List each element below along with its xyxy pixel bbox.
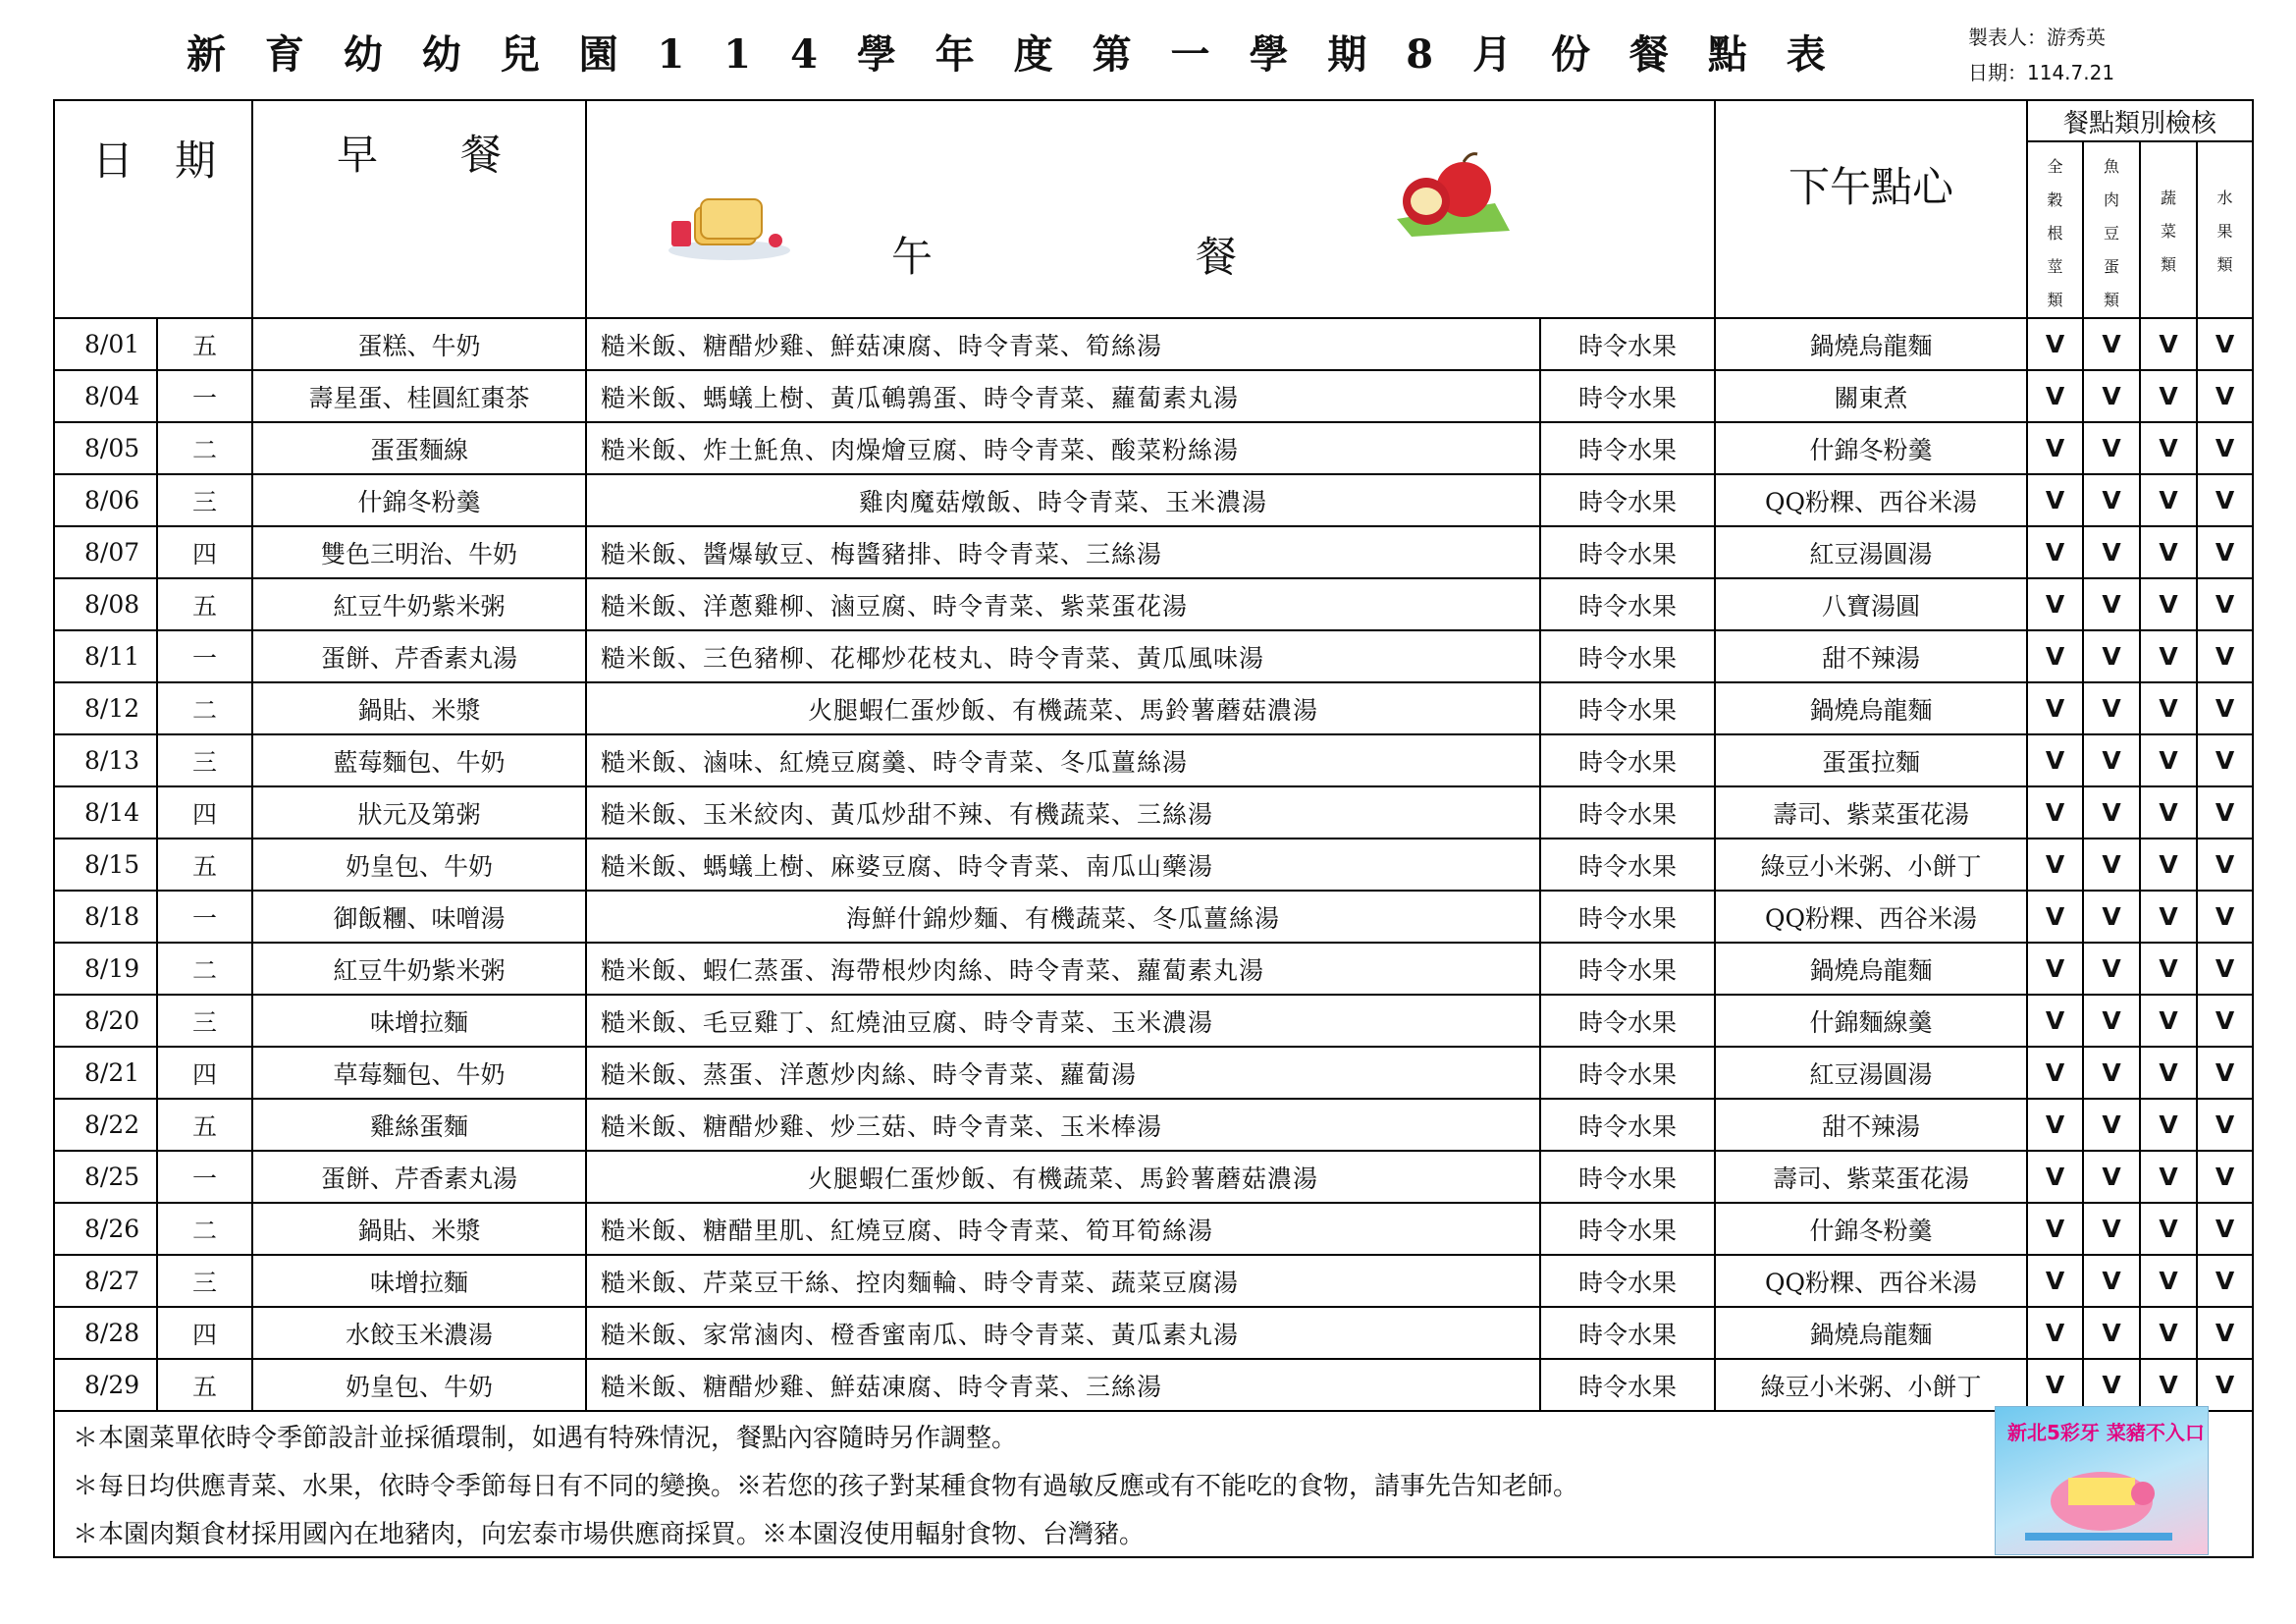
check-vegetables: V bbox=[2140, 422, 2197, 474]
check-protein: V bbox=[2083, 1203, 2140, 1255]
row-snack: 壽司、紫菜蛋花湯 bbox=[1715, 786, 2027, 839]
row-breakfast: 狀元及第粥 bbox=[252, 786, 586, 839]
page-title: 新 育 幼 幼 兒 園 1 1 4 學 年 度 第 一 學 期 8 月 份 餐 點 表 bbox=[187, 31, 1828, 78]
check-vegetables: V bbox=[2140, 995, 2197, 1047]
row-lunch: 糙米飯、芹菜豆干絲、控肉麵輪、時令青菜、蔬菜豆腐湯 bbox=[586, 1255, 1540, 1307]
row-date: 8/22 bbox=[54, 1099, 157, 1151]
row-date: 8/27 bbox=[54, 1255, 157, 1307]
check-grains: V bbox=[2027, 1099, 2083, 1151]
check-vegetables: V bbox=[2140, 734, 2197, 786]
header-lunch-left: 午 bbox=[891, 233, 934, 281]
check-fruits: V bbox=[2197, 682, 2253, 734]
check-grains: V bbox=[2027, 1359, 2083, 1411]
row-lunch: 糙米飯、毛豆雞丁、紅燒油豆腐、時令青菜、玉米濃湯 bbox=[586, 995, 1540, 1047]
check-fruits: V bbox=[2197, 526, 2253, 578]
check-vegetables: V bbox=[2140, 1307, 2197, 1359]
row-lunch: 糙米飯、糖醋炒雞、炒三菇、時令青菜、玉米棒湯 bbox=[586, 1099, 1540, 1151]
row-date: 8/04 bbox=[54, 370, 157, 422]
menu-row bbox=[54, 734, 2253, 786]
row-lunch: 糙米飯、洋蔥雞柳、滷豆腐、時令青菜、紫菜蛋花湯 bbox=[586, 578, 1540, 630]
check-vegetables: V bbox=[2140, 943, 2197, 995]
check-protein: V bbox=[2083, 630, 2140, 682]
row-weekday: 二 bbox=[157, 682, 252, 734]
badge-text: 新北5彩牙 菜豬不入口 bbox=[2007, 1421, 2205, 1444]
check-grains: V bbox=[2027, 734, 2083, 786]
check-protein: V bbox=[2083, 891, 2140, 943]
row-date: 8/05 bbox=[54, 422, 157, 474]
row-weekday: 五 bbox=[157, 1359, 252, 1411]
row-fruit: 時令水果 bbox=[1540, 1047, 1715, 1099]
check-fruits: V bbox=[2197, 630, 2253, 682]
check-fruits: V bbox=[2197, 995, 2253, 1047]
row-weekday: 三 bbox=[157, 474, 252, 526]
check-grains: V bbox=[2027, 891, 2083, 943]
check-grains: V bbox=[2027, 318, 2083, 370]
check-protein: V bbox=[2083, 995, 2140, 1047]
row-fruit: 時令水果 bbox=[1540, 891, 1715, 943]
row-date: 8/28 bbox=[54, 1307, 157, 1359]
row-lunch: 糙米飯、螞蟻上樹、麻婆豆腐、時令青菜、南瓜山藥湯 bbox=[586, 839, 1540, 891]
menu-row bbox=[54, 786, 2253, 839]
check-vegetables: V bbox=[2140, 318, 2197, 370]
check-protein: V bbox=[2083, 839, 2140, 891]
row-fruit: 時令水果 bbox=[1540, 526, 1715, 578]
row-snack: QQ粉粿、西谷米湯 bbox=[1715, 1255, 2027, 1307]
row-date: 8/14 bbox=[54, 786, 157, 839]
check-grains: V bbox=[2027, 786, 2083, 839]
check-vegetables: V bbox=[2140, 474, 2197, 526]
check-protein: V bbox=[2083, 1255, 2140, 1307]
row-date: 8/13 bbox=[54, 734, 157, 786]
check-fruits: V bbox=[2197, 891, 2253, 943]
row-fruit: 時令水果 bbox=[1540, 1099, 1715, 1151]
row-breakfast: 什錦冬粉羹 bbox=[252, 474, 586, 526]
row-snack: 壽司、紫菜蛋花湯 bbox=[1715, 1151, 2027, 1203]
row-date: 8/19 bbox=[54, 943, 157, 995]
row-fruit: 時令水果 bbox=[1540, 1255, 1715, 1307]
row-lunch: 雞肉魔菇燉飯、時令青菜、玉米濃湯 bbox=[586, 474, 1540, 526]
check-protein: V bbox=[2083, 1359, 2140, 1411]
check-vegetables: V bbox=[2140, 1151, 2197, 1203]
row-snack: 紅豆湯圓湯 bbox=[1715, 526, 2027, 578]
check-vegetables: V bbox=[2140, 1047, 2197, 1099]
check-vegetables: V bbox=[2140, 630, 2197, 682]
row-weekday: 五 bbox=[157, 839, 252, 891]
row-snack: 鍋燒烏龍麵 bbox=[1715, 682, 2027, 734]
header-snack: 下午點心 bbox=[1715, 100, 2027, 318]
header-grains: 全 穀 根 莖 類 bbox=[2027, 141, 2083, 318]
check-grains: V bbox=[2027, 370, 2083, 422]
check-vegetables: V bbox=[2140, 891, 2197, 943]
check-protein: V bbox=[2083, 422, 2140, 474]
menu-row bbox=[54, 630, 2253, 682]
header-vegetables: 蔬 菜 類 bbox=[2140, 141, 2197, 318]
row-snack: 什錦麵線羹 bbox=[1715, 995, 2027, 1047]
row-fruit: 時令水果 bbox=[1540, 1151, 1715, 1203]
row-weekday: 四 bbox=[157, 1047, 252, 1099]
row-lunch: 糙米飯、糖醋炒雞、鮮菇凍腐、時令青菜、三絲湯 bbox=[586, 1359, 1540, 1411]
row-weekday: 五 bbox=[157, 318, 252, 370]
check-fruits: V bbox=[2197, 1255, 2253, 1307]
row-date: 8/08 bbox=[54, 578, 157, 630]
check-protein: V bbox=[2083, 943, 2140, 995]
row-snack: 什錦冬粉羹 bbox=[1715, 422, 2027, 474]
row-date: 8/29 bbox=[54, 1359, 157, 1411]
row-weekday: 五 bbox=[157, 1099, 252, 1151]
row-breakfast: 蛋蛋麵線 bbox=[252, 422, 586, 474]
row-snack: 八寶湯圓 bbox=[1715, 578, 2027, 630]
row-weekday: 三 bbox=[157, 995, 252, 1047]
check-fruits: V bbox=[2197, 578, 2253, 630]
row-weekday: 四 bbox=[157, 526, 252, 578]
row-snack: 鍋燒烏龍麵 bbox=[1715, 318, 2027, 370]
check-grains: V bbox=[2027, 526, 2083, 578]
menu-row bbox=[54, 1099, 2253, 1151]
check-fruits: V bbox=[2197, 1359, 2253, 1411]
row-snack: 紅豆湯圓湯 bbox=[1715, 1047, 2027, 1099]
row-fruit: 時令水果 bbox=[1540, 1359, 1715, 1411]
pig-icon bbox=[1996, 1407, 2208, 1554]
header-fruits: 水 果 類 bbox=[2197, 141, 2253, 318]
row-date: 8/18 bbox=[54, 891, 157, 943]
row-breakfast: 壽星蛋、桂圓紅棗茶 bbox=[252, 370, 586, 422]
check-grains: V bbox=[2027, 474, 2083, 526]
maker-label: 製表人：游秀英 bbox=[1968, 26, 2106, 49]
row-weekday: 二 bbox=[157, 943, 252, 995]
menu-row bbox=[54, 1255, 2253, 1307]
check-vegetables: V bbox=[2140, 1359, 2197, 1411]
row-breakfast: 味增拉麵 bbox=[252, 995, 586, 1047]
row-snack: 蛋蛋拉麵 bbox=[1715, 734, 2027, 786]
check-grains: V bbox=[2027, 1255, 2083, 1307]
menu-row bbox=[54, 1203, 2253, 1255]
row-lunch: 糙米飯、糖醋里肌、紅燒豆腐、時令青菜、筍耳筍絲湯 bbox=[586, 1203, 1540, 1255]
row-date: 8/01 bbox=[54, 318, 157, 370]
check-protein: V bbox=[2083, 786, 2140, 839]
check-vegetables: V bbox=[2140, 839, 2197, 891]
row-breakfast: 蛋糕、牛奶 bbox=[252, 318, 586, 370]
row-weekday: 四 bbox=[157, 1307, 252, 1359]
check-vegetables: V bbox=[2140, 682, 2197, 734]
menu-row bbox=[54, 682, 2253, 734]
check-fruits: V bbox=[2197, 943, 2253, 995]
check-protein: V bbox=[2083, 1307, 2140, 1359]
header-protein: 魚 肉 豆 蛋 類 bbox=[2083, 141, 2140, 318]
row-lunch: 糙米飯、螞蟻上樹、黃瓜鵪鶉蛋、時令青菜、蘿蔔素丸湯 bbox=[586, 370, 1540, 422]
header-lunch-right: 餐 bbox=[1196, 233, 1238, 281]
row-breakfast: 雙色三明治、牛奶 bbox=[252, 526, 586, 578]
menu-row bbox=[54, 1307, 2253, 1359]
row-breakfast: 蛋餅、芹香素丸湯 bbox=[252, 630, 586, 682]
menu-row bbox=[54, 943, 2253, 995]
menu-row bbox=[54, 1047, 2253, 1099]
check-fruits: V bbox=[2197, 1099, 2253, 1151]
menu-row bbox=[54, 891, 2253, 943]
check-grains: V bbox=[2027, 630, 2083, 682]
menu-row bbox=[54, 995, 2253, 1047]
row-weekday: 一 bbox=[157, 1151, 252, 1203]
row-breakfast: 紅豆牛奶紫米粥 bbox=[252, 578, 586, 630]
row-breakfast: 藍莓麵包、牛奶 bbox=[252, 734, 586, 786]
row-lunch: 海鮮什錦炒麵、有機蔬菜、冬瓜薑絲湯 bbox=[586, 891, 1540, 943]
note-2: ＊每日均供應青菜、水果，依時令季節每日有不同的變換。※若您的孩子對某種食物有過敏反應或有不能吃的食物，請事先告知老師。 bbox=[54, 1460, 2253, 1508]
check-vegetables: V bbox=[2140, 1255, 2197, 1307]
row-breakfast: 味增拉麵 bbox=[252, 1255, 586, 1307]
row-date: 8/06 bbox=[54, 474, 157, 526]
row-weekday: 一 bbox=[157, 630, 252, 682]
row-date: 8/11 bbox=[54, 630, 157, 682]
menu-row bbox=[54, 578, 2253, 630]
row-fruit: 時令水果 bbox=[1540, 839, 1715, 891]
row-lunch: 糙米飯、滷味、紅燒豆腐羹、時令青菜、冬瓜薑絲湯 bbox=[586, 734, 1540, 786]
menu-row bbox=[54, 1151, 2253, 1203]
check-grains: V bbox=[2027, 839, 2083, 891]
check-protein: V bbox=[2083, 1099, 2140, 1151]
check-grains: V bbox=[2027, 995, 2083, 1047]
check-grains: V bbox=[2027, 1203, 2083, 1255]
bread-icon bbox=[666, 186, 793, 264]
row-fruit: 時令水果 bbox=[1540, 1203, 1715, 1255]
row-snack: 甜不辣湯 bbox=[1715, 1099, 2027, 1151]
menu-row bbox=[54, 839, 2253, 891]
row-breakfast: 草莓麵包、牛奶 bbox=[252, 1047, 586, 1099]
row-date: 8/12 bbox=[54, 682, 157, 734]
row-breakfast: 水餃玉米濃湯 bbox=[252, 1307, 586, 1359]
row-fruit: 時令水果 bbox=[1540, 1307, 1715, 1359]
row-weekday: 五 bbox=[157, 578, 252, 630]
row-date: 8/15 bbox=[54, 839, 157, 891]
row-snack: 甜不辣湯 bbox=[1715, 630, 2027, 682]
row-lunch: 糙米飯、炸土魠魚、肉燥燴豆腐、時令青菜、酸菜粉絲湯 bbox=[586, 422, 1540, 474]
row-snack: 鍋燒烏龍麵 bbox=[1715, 1307, 2027, 1359]
row-snack: QQ粉粿、西谷米湯 bbox=[1715, 474, 2027, 526]
row-fruit: 時令水果 bbox=[1540, 682, 1715, 734]
note-1: ＊本園菜單依時令季節設計並採循環制，如遇有特殊情況，餐點內容隨時另作調整。 bbox=[54, 1411, 2253, 1460]
check-vegetables: V bbox=[2140, 786, 2197, 839]
row-fruit: 時令水果 bbox=[1540, 422, 1715, 474]
row-snack: 什錦冬粉羹 bbox=[1715, 1203, 2027, 1255]
row-fruit: 時令水果 bbox=[1540, 995, 1715, 1047]
check-vegetables: V bbox=[2140, 578, 2197, 630]
check-fruits: V bbox=[2197, 1203, 2253, 1255]
row-fruit: 時令水果 bbox=[1540, 370, 1715, 422]
row-breakfast: 雞絲蛋麵 bbox=[252, 1099, 586, 1151]
row-lunch: 糙米飯、蝦仁蒸蛋、海帶根炒肉絲、時令青菜、蘿蔔素丸湯 bbox=[586, 943, 1540, 995]
row-lunch: 火腿蝦仁蛋炒飯、有機蔬菜、馬鈴薯蘑菇濃湯 bbox=[586, 1151, 1540, 1203]
row-snack: 綠豆小米粥、小餅丁 bbox=[1715, 839, 2027, 891]
row-lunch: 糙米飯、三色豬柳、花椰炒花枝丸、時令青菜、黃瓜風味湯 bbox=[586, 630, 1540, 682]
check-protein: V bbox=[2083, 526, 2140, 578]
check-protein: V bbox=[2083, 734, 2140, 786]
row-fruit: 時令水果 bbox=[1540, 578, 1715, 630]
menu-row bbox=[54, 422, 2253, 474]
row-weekday: 二 bbox=[157, 1203, 252, 1255]
row-weekday: 四 bbox=[157, 786, 252, 839]
check-protein: V bbox=[2083, 578, 2140, 630]
row-fruit: 時令水果 bbox=[1540, 943, 1715, 995]
row-breakfast: 御飯糰、味噌湯 bbox=[252, 891, 586, 943]
check-fruits: V bbox=[2197, 1307, 2253, 1359]
row-snack: 鍋燒烏龍麵 bbox=[1715, 943, 2027, 995]
row-lunch: 火腿蝦仁蛋炒飯、有機蔬菜、馬鈴薯蘑菇濃湯 bbox=[586, 682, 1540, 734]
check-fruits: V bbox=[2197, 318, 2253, 370]
row-snack: 關東煮 bbox=[1715, 370, 2027, 422]
row-date: 8/25 bbox=[54, 1151, 157, 1203]
menu-row bbox=[54, 526, 2253, 578]
row-fruit: 時令水果 bbox=[1540, 786, 1715, 839]
menu-row bbox=[54, 1359, 2253, 1411]
check-fruits: V bbox=[2197, 370, 2253, 422]
check-vegetables: V bbox=[2140, 370, 2197, 422]
check-fruits: V bbox=[2197, 786, 2253, 839]
row-lunch: 糙米飯、醬爆敏豆、梅醬豬排、時令青菜、三絲湯 bbox=[586, 526, 1540, 578]
row-date: 8/07 bbox=[54, 526, 157, 578]
check-grains: V bbox=[2027, 682, 2083, 734]
check-grains: V bbox=[2027, 578, 2083, 630]
menu-row bbox=[54, 318, 2253, 370]
check-protein: V bbox=[2083, 318, 2140, 370]
row-breakfast: 鍋貼、米漿 bbox=[252, 1203, 586, 1255]
header-category-check: 餐點類別檢核 bbox=[2027, 100, 2253, 141]
note-3: ＊本園肉類食材採用國內在地豬肉，向宏泰市場供應商採買。※本園沒使用輻射食物、台灣豬。 bbox=[54, 1508, 2253, 1557]
row-fruit: 時令水果 bbox=[1540, 630, 1715, 682]
check-protein: V bbox=[2083, 474, 2140, 526]
row-snack: 綠豆小米粥、小餅丁 bbox=[1715, 1359, 2027, 1411]
campaign-badge bbox=[1995, 1406, 2209, 1555]
header-breakfast: 早 餐 bbox=[252, 100, 586, 318]
check-fruits: V bbox=[2197, 422, 2253, 474]
header-lunch bbox=[586, 100, 1715, 318]
check-protein: V bbox=[2083, 370, 2140, 422]
row-weekday: 一 bbox=[157, 370, 252, 422]
check-fruits: V bbox=[2197, 474, 2253, 526]
apple-icon bbox=[1377, 150, 1515, 239]
row-fruit: 時令水果 bbox=[1540, 734, 1715, 786]
check-grains: V bbox=[2027, 1047, 2083, 1099]
check-fruits: V bbox=[2197, 839, 2253, 891]
check-grains: V bbox=[2027, 422, 2083, 474]
check-vegetables: V bbox=[2140, 526, 2197, 578]
row-date: 8/21 bbox=[54, 1047, 157, 1099]
row-breakfast: 鍋貼、米漿 bbox=[252, 682, 586, 734]
row-weekday: 三 bbox=[157, 734, 252, 786]
check-fruits: V bbox=[2197, 1151, 2253, 1203]
header-date: 日 期 bbox=[54, 100, 252, 318]
row-date: 8/26 bbox=[54, 1203, 157, 1255]
check-grains: V bbox=[2027, 1151, 2083, 1203]
row-lunch: 糙米飯、玉米絞肉、黃瓜炒甜不辣、有機蔬菜、三絲湯 bbox=[586, 786, 1540, 839]
check-vegetables: V bbox=[2140, 1099, 2197, 1151]
row-lunch: 糙米飯、糖醋炒雞、鮮菇凍腐、時令青菜、筍絲湯 bbox=[586, 318, 1540, 370]
check-protein: V bbox=[2083, 1047, 2140, 1099]
check-fruits: V bbox=[2197, 734, 2253, 786]
row-breakfast: 紅豆牛奶紫米粥 bbox=[252, 943, 586, 995]
menu-row bbox=[54, 474, 2253, 526]
row-breakfast: 蛋餅、芹香素丸湯 bbox=[252, 1151, 586, 1203]
menu-row bbox=[54, 370, 2253, 422]
row-breakfast: 奶皇包、牛奶 bbox=[252, 839, 586, 891]
row-weekday: 二 bbox=[157, 422, 252, 474]
row-breakfast: 奶皇包、牛奶 bbox=[252, 1359, 586, 1411]
row-weekday: 一 bbox=[157, 891, 252, 943]
check-fruits: V bbox=[2197, 1047, 2253, 1099]
menu-table bbox=[53, 99, 2254, 1558]
row-date: 8/20 bbox=[54, 995, 157, 1047]
check-protein: V bbox=[2083, 682, 2140, 734]
row-snack: QQ粉粿、西谷米湯 bbox=[1715, 891, 2027, 943]
check-vegetables: V bbox=[2140, 1203, 2197, 1255]
row-lunch: 糙米飯、家常滷肉、橙香蜜南瓜、時令青菜、黃瓜素丸湯 bbox=[586, 1307, 1540, 1359]
row-weekday: 三 bbox=[157, 1255, 252, 1307]
issue-date: 日期：114.7.21 bbox=[1968, 61, 2115, 84]
row-fruit: 時令水果 bbox=[1540, 474, 1715, 526]
check-protein: V bbox=[2083, 1151, 2140, 1203]
row-lunch: 糙米飯、蒸蛋、洋蔥炒肉絲、時令青菜、蘿蔔湯 bbox=[586, 1047, 1540, 1099]
check-grains: V bbox=[2027, 943, 2083, 995]
check-grains: V bbox=[2027, 1307, 2083, 1359]
row-fruit: 時令水果 bbox=[1540, 318, 1715, 370]
